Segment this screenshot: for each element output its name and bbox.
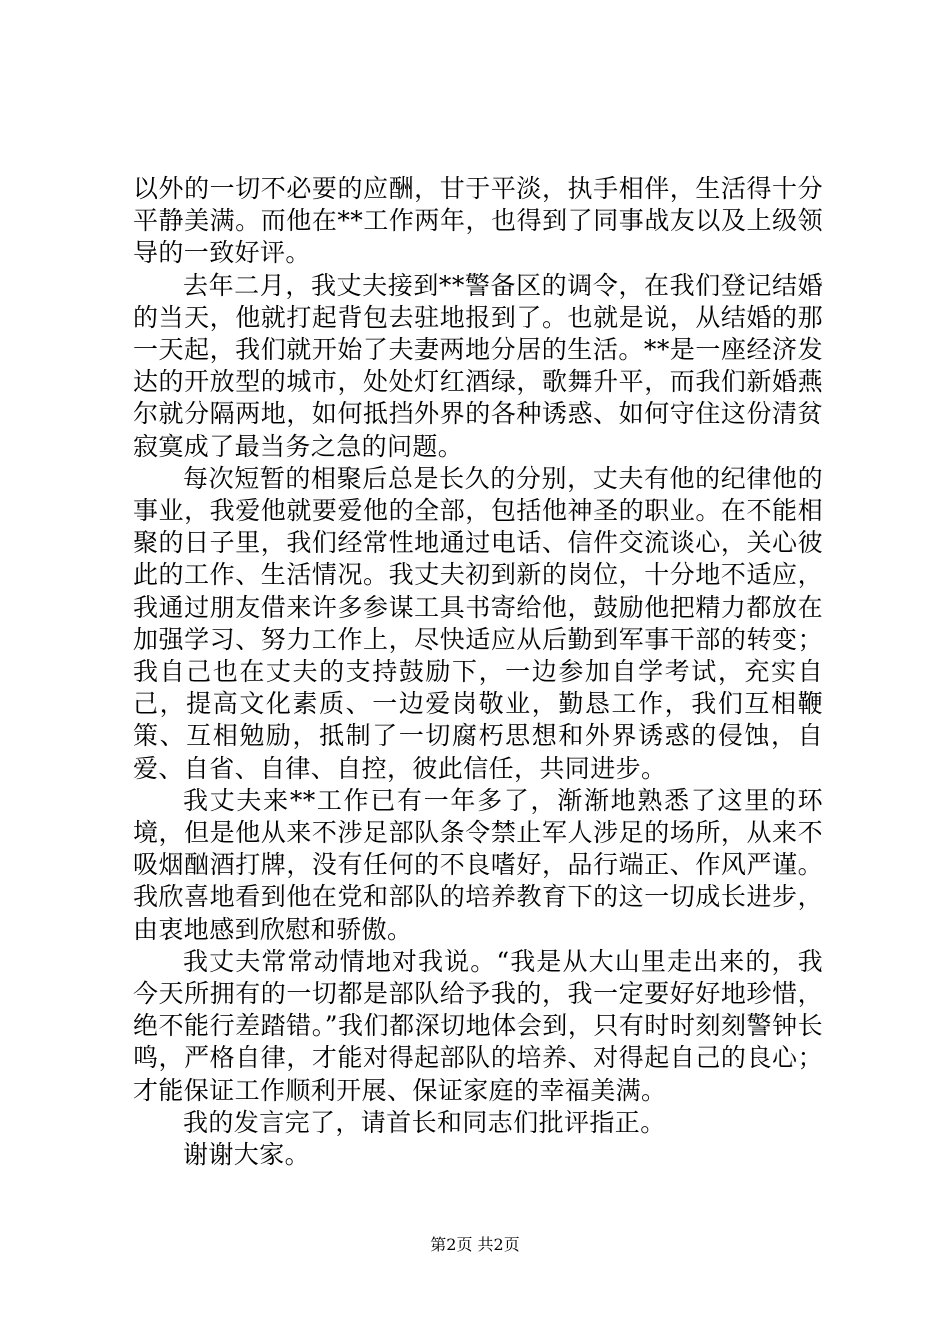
document-body — [133, 173, 823, 1171]
paragraph-7: 谢谢大家。 — [183, 1140, 311, 1170]
paragraph-3: 每次短暂的相聚后总是长久的分别，丈夫有他的纪律他的事业，我爱他就要爱他的全部，包括他神圣的职业。在不能相聚的日子里，我们经常性地通过电话、信件交流谈心，关心彼此的工作、生活情况。我丈夫初到新的岗位，十分地不适应，我通过朋友借来许多参谋工具书寄给他，鼓励他把精力都放在加强学习、努力工作上，尽快适应从后勤到军事干部的转变；我自己也在丈夫的支持鼓励下，一边参加自学考试，充实自己，提高文化素质、一边爱岗敬业，勤恳工作，我们互相鞭策、互相勉励，抵制了一切腐朽思想和外界诱惑的侵蚀，自爱、自省、自律、自控，彼此信任，共同进步。 — [133, 463, 823, 783]
paragraph-2: 去年二月，我丈夫接到**警备区的调令，在我们登记结婚的当天，他就打起背包去驻地报到了。也就是说，从结婚的那一天起，我们就开始了夫妻两地分居的生活。**是一座经济发达的开放型的城市，处处灯红酒绿，歌舞升平，而我们新婚燕尔就分隔两地，如何抵挡外界的各种诱惑、如何守住这份清贫寂寞成了最当务之急的问题。 — [133, 270, 823, 461]
paragraph-5: 我丈夫常常动情地对我说。“我是从大山里走出来的，我今天所拥有的一切都是部队给予我的，我一定要好好地珍惜，绝不能行差踏错。”我们都深切地体会到，只有时时刻刻警钟长鸣，严格自律，才能对得起部队的培养、对得起自己的良心；才能保证工作顺利开展、保证家庭的幸福美满。 — [133, 946, 823, 1105]
paragraph-1: 以外的一切不必要的应酬，甘于平淡，执手相伴，生活得十分平静美满。而他在**工作两年，也得到了同事战友以及上级领导的一致好评。 — [133, 174, 823, 268]
paragraph-6: 我的发言完了，请首长和同志们批评指正。 — [183, 1107, 666, 1137]
page-number-footer: 第2页 共2页 — [430, 1235, 520, 1254]
paragraph-4: 我丈夫来**工作已有一年多了，渐渐地熟悉了这里的环境，但是他从来不涉足部队条令禁止军人涉足的场所，从来不吸烟酗酒打牌，没有任何的不良嗜好，品行端正、作风严谨。我欣喜地看到他在党和部队的培养教育下的这一切成长进步，由衷地感到欣慰和骄傲。 — [133, 785, 823, 944]
